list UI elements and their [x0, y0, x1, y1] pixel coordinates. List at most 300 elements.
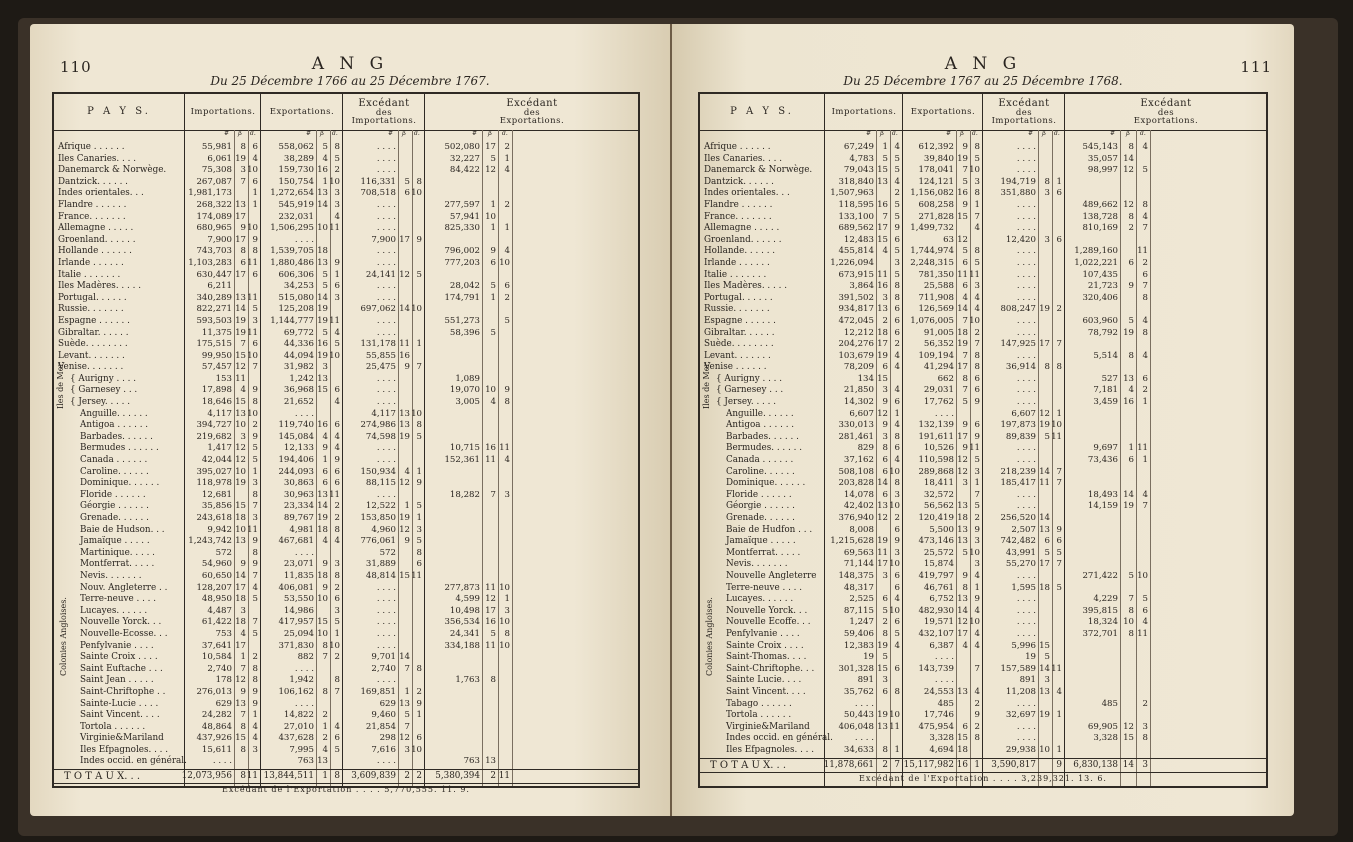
total-value: 6,830,138 — [1073, 759, 1118, 770]
cell-value: 1 — [1056, 744, 1062, 755]
cell-value: 19 — [235, 327, 246, 338]
cell-value: 9 — [974, 431, 980, 442]
cell-value: 7 — [1142, 223, 1148, 234]
cell-value: 298 — [379, 733, 396, 744]
country-name: Sainte-Lucie . . . . — [80, 698, 159, 709]
cell-value: 98,997 — [1087, 165, 1118, 176]
cell-value: 4 — [334, 327, 340, 338]
cell-value: 9 — [962, 142, 968, 152]
table-row — [700, 258, 1266, 270]
cell-value: 301,328 — [838, 663, 874, 674]
excess-footer: Excédant de l'Exportation . . . . 3,239,321. 13. 6. — [700, 772, 1266, 787]
cell-value: 4,960 — [371, 524, 396, 535]
cell-value: . . . . — [376, 246, 396, 257]
cell-value: 5,514 — [1093, 350, 1118, 361]
cell-value: 8 — [1142, 327, 1148, 338]
cell-value: 4 — [1142, 211, 1148, 222]
total-value: 12,073,956 — [181, 771, 232, 782]
cell-value: 24,553 — [923, 686, 954, 697]
cell-value: 14 — [957, 304, 968, 315]
cell-value: 763 — [463, 756, 480, 767]
cell-value: 3 — [334, 188, 340, 199]
cell-value: 455,814 — [838, 246, 874, 257]
cell-value: 10 — [889, 466, 900, 477]
cell-value: 48,317 — [843, 582, 874, 593]
cell-value: 10 — [235, 420, 246, 431]
table-row — [54, 710, 638, 722]
cell-value: 7 — [252, 617, 258, 628]
cell-value: 6 — [1056, 188, 1062, 199]
header-text: Excédant — [998, 97, 1050, 109]
cell-value: 482,930 — [918, 605, 954, 616]
page-number: 110 — [60, 58, 92, 76]
cell-value: 515,080 — [278, 292, 314, 303]
table-row — [700, 200, 1266, 212]
cell-value: 4 — [894, 640, 900, 651]
cell-value: 13 — [399, 420, 410, 431]
cell-value: 38,289 — [283, 153, 314, 164]
cell-value: 3 — [962, 478, 968, 489]
cell-value: . . . . — [934, 652, 954, 663]
cell-value: 4 — [322, 153, 328, 164]
total-row — [54, 769, 638, 783]
country-name: Nouvelle Yorck. . . — [80, 617, 162, 628]
table-row — [54, 536, 638, 548]
cell-value: 8 — [1128, 350, 1134, 361]
cell-value: 10 — [889, 559, 900, 570]
cell-value: . . . . — [294, 547, 314, 558]
cell-value: 10 — [247, 408, 258, 419]
country-name: Dominique. . . . . . — [726, 478, 806, 489]
cell-value: 796,002 — [444, 246, 480, 257]
cell-value: . . . . — [1016, 350, 1036, 361]
total-value: 3 — [1142, 759, 1148, 770]
cell-value: 14 — [235, 570, 246, 581]
cell-value: 32,227 — [449, 153, 480, 164]
cell-value: . . . . — [1016, 153, 1036, 164]
cell-value: 67,249 — [843, 142, 874, 152]
cell-value: 119,740 — [278, 420, 314, 431]
cell-value: 27,010 — [283, 721, 314, 732]
cell-value: 5 — [962, 246, 968, 257]
cell-value: 185,417 — [1000, 478, 1036, 489]
cell-value: 13 — [235, 292, 246, 303]
cell-value: 8 — [1142, 733, 1148, 744]
cell-value: 1 — [1056, 176, 1062, 187]
cell-value: 12 — [957, 617, 968, 628]
table-row — [700, 420, 1266, 432]
cell-value: 6 — [882, 686, 888, 697]
cell-value: 5 — [974, 257, 980, 268]
cell-value: 1,942 — [289, 675, 314, 686]
cell-value: 118,978 — [196, 478, 232, 489]
cell-value: . . . . — [1016, 142, 1036, 152]
cell-value: 281,461 — [838, 431, 874, 442]
cell-value: 5 — [334, 744, 340, 755]
table-row — [54, 362, 638, 374]
cell-value: 69,772 — [283, 327, 314, 338]
cell-value: 10 — [485, 211, 496, 222]
cell-value: 13 — [1039, 524, 1050, 535]
cell-value: 6 — [882, 594, 888, 605]
table-row — [700, 745, 1266, 757]
cell-value: 150,754 — [278, 176, 314, 187]
cell-value: 5 — [404, 176, 410, 187]
table-row — [700, 362, 1266, 374]
table-row — [54, 385, 638, 397]
cell-value: 8 — [1128, 605, 1134, 616]
cell-value: 4 — [894, 362, 900, 373]
cell-value: 34,633 — [843, 744, 874, 755]
cell-value: 18,411 — [923, 478, 954, 489]
cell-value: 1 — [490, 223, 496, 234]
table-row — [700, 699, 1266, 711]
cell-value: . . . . — [294, 663, 314, 674]
cell-value: 417,957 — [278, 617, 314, 628]
cell-value: 5 — [1142, 165, 1148, 176]
cell-value: 4 — [334, 431, 340, 442]
cell-value: 8 — [962, 582, 968, 593]
cell-value: 1 — [504, 223, 510, 234]
cell-value: 14 — [1123, 153, 1134, 164]
cell-value: 2 — [322, 733, 328, 744]
cell-value: 9 — [252, 385, 258, 396]
cell-value: 1 — [1056, 408, 1062, 419]
cell-value: 15 — [877, 663, 888, 674]
cell-value: 3 — [504, 605, 510, 616]
cell-value: 2,740 — [207, 663, 232, 674]
cell-value: 8 — [252, 663, 258, 674]
cell-value: 11 — [499, 443, 510, 454]
cell-value: 277,597 — [444, 199, 480, 210]
cell-value: 608,258 — [918, 199, 954, 210]
cell-value: 5 — [322, 281, 328, 292]
cell-value: 1,507,963 — [830, 188, 874, 199]
cell-value: 6 — [334, 733, 340, 744]
cell-value: 1 — [334, 269, 340, 280]
cell-value: 7,900 — [207, 234, 232, 245]
country-name: Baie de Hudson. . . — [80, 524, 165, 535]
cell-value: . . . . — [1016, 605, 1036, 616]
cell-value: 485 — [937, 698, 954, 709]
cell-value: . . . . — [376, 281, 396, 292]
cell-value: 697,062 — [360, 304, 396, 315]
cell-value: 3 — [334, 605, 340, 616]
cell-value: 1,744,974 — [910, 246, 954, 257]
cell-value: 340,289 — [196, 292, 232, 303]
cell-value: 829 — [857, 443, 874, 454]
cell-value: 5 — [894, 246, 900, 257]
country-name: Penfylvanie . . . . — [80, 640, 154, 651]
cell-value: 118,595 — [838, 199, 874, 210]
cell-value: . . . . — [1016, 223, 1036, 234]
cell-value: 9 — [974, 710, 980, 721]
cell-value: 8 — [974, 733, 980, 744]
cell-value: 8 — [1128, 628, 1134, 639]
cell-value: 17 — [1039, 339, 1050, 350]
cell-value: 8 — [1044, 176, 1050, 187]
country-name: Russie. . . . . . . — [58, 304, 124, 315]
cell-value: 1 — [252, 466, 258, 477]
table-row — [700, 223, 1266, 235]
cell-value: 2 — [334, 513, 340, 523]
cell-value: 19 — [1025, 652, 1036, 663]
cell-value: 5 — [882, 605, 888, 616]
cell-value: 36,914 — [1005, 362, 1036, 373]
cell-value: 31,889 — [365, 559, 396, 570]
cell-value: 1 — [240, 652, 246, 663]
cell-value: 10 — [247, 165, 258, 176]
country-name: Hollande. . . . . . — [704, 246, 776, 257]
cell-value: 8 — [334, 524, 340, 535]
cell-value: 125,208 — [278, 304, 314, 315]
total-value: 3,590,817 — [991, 759, 1036, 770]
country-name: Virginie&Mariland — [80, 733, 164, 744]
cell-value: 6 — [894, 524, 900, 535]
header-pays — [54, 94, 184, 130]
cell-value: 2 — [974, 327, 980, 338]
cell-value: 1 — [882, 142, 888, 152]
country-name: Dominique. . . . . . — [80, 478, 160, 489]
cell-value: . . . . — [376, 582, 396, 593]
table-row — [54, 687, 638, 699]
cell-value: 16 — [317, 420, 328, 431]
country-name: Sainte Lucie. . . . — [726, 675, 802, 686]
cell-value: 7 — [962, 385, 968, 396]
cell-value: 8 — [504, 397, 510, 408]
cell-value: 32,697 — [1005, 710, 1036, 721]
cell-value: 13 — [877, 501, 888, 512]
cell-value: 9 — [252, 234, 258, 245]
cell-value: 6 — [974, 420, 980, 431]
cell-value: 8 — [1128, 211, 1134, 222]
cell-value: 2,740 — [371, 663, 396, 674]
cell-value: 19 — [877, 536, 888, 547]
cell-value: 7 — [974, 663, 980, 674]
cell-value: 13 — [1039, 686, 1050, 697]
cell-value: 9 — [962, 199, 968, 210]
cell-value: 5 — [490, 153, 496, 164]
cell-value: 124,121 — [918, 176, 954, 187]
cell-value: 5 — [974, 501, 980, 512]
cell-value: 1,243,742 — [188, 536, 232, 547]
header-text: P A Y S. — [730, 106, 794, 117]
cell-value: 25,572 — [923, 547, 954, 558]
table-row — [700, 606, 1266, 618]
table-row — [700, 328, 1266, 340]
table-row — [54, 652, 638, 664]
table-row — [700, 154, 1266, 166]
header-text: des — [375, 107, 393, 118]
cell-value: 6 — [962, 281, 968, 292]
cell-value: 174,089 — [196, 211, 232, 222]
cell-value: 6 — [1142, 269, 1148, 280]
cell-value: 7 — [252, 501, 258, 512]
country-name: { Garnesey . . . — [70, 385, 138, 396]
unit-label: d. — [250, 130, 256, 137]
country-name: Lucayes. . . . . . — [726, 594, 794, 605]
cell-value: 4 — [240, 385, 246, 396]
cell-value: 606,306 — [278, 269, 314, 280]
table-row — [700, 675, 1266, 687]
total-value: 11 — [246, 771, 258, 782]
cell-value: 9 — [962, 570, 968, 581]
cell-value: 12,383 — [843, 640, 874, 651]
country-name: Gibraltar. . . . . . — [58, 327, 129, 338]
cell-value: 5 — [962, 547, 968, 558]
table-row — [700, 409, 1266, 421]
cell-value: 87,115 — [843, 605, 874, 616]
cell-value: 4 — [974, 292, 980, 303]
cell-value: 15 — [1039, 640, 1050, 651]
cell-value: 9 — [252, 536, 258, 547]
table-row — [54, 525, 638, 537]
table-row — [54, 258, 638, 270]
cell-value: 1 — [416, 466, 422, 477]
header-pays — [700, 94, 824, 130]
table-row — [700, 212, 1266, 224]
table-row — [54, 165, 638, 177]
cell-value: 18 — [957, 744, 968, 755]
cell-value: 88,115 — [365, 478, 396, 489]
cell-value: 882 — [297, 652, 314, 663]
cell-value: 12 — [485, 594, 496, 605]
cell-value: 6 — [894, 582, 900, 593]
cell-value: 2 — [504, 142, 510, 152]
cell-value: 6 — [894, 397, 900, 408]
cell-value: 5 — [1044, 431, 1050, 442]
cell-value: 1 — [404, 686, 410, 697]
cell-value: 17,762 — [923, 397, 954, 408]
cell-value: 8 — [882, 628, 888, 639]
cell-value: 9 — [240, 223, 246, 234]
unit-label: ß — [1042, 130, 1047, 137]
cell-value: 11,835 — [283, 570, 314, 581]
cell-value: 1,103,283 — [188, 257, 232, 268]
cell-value: 11 — [1137, 628, 1148, 639]
cell-value: . . . . — [1016, 165, 1036, 176]
cell-value: 48,864 — [201, 721, 232, 732]
cell-value: 1 — [252, 199, 258, 210]
cell-value: 14 — [1039, 513, 1050, 523]
cell-value: 9 — [894, 536, 900, 547]
cell-value: 4,117 — [207, 408, 232, 419]
cell-value: 8 — [882, 744, 888, 755]
cell-value: 2 — [334, 652, 340, 663]
cell-value: 1 — [252, 710, 258, 721]
cell-value: 23,071 — [283, 559, 314, 570]
cell-value: 99,950 — [201, 350, 232, 361]
cell-value: 24,141 — [365, 269, 396, 280]
cell-value: 11 — [247, 292, 258, 303]
cell-value: 1 — [894, 408, 900, 419]
cell-value: 508,108 — [838, 466, 874, 477]
cell-value: 13 — [957, 686, 968, 697]
cell-value: 9 — [1056, 524, 1062, 535]
cell-value: 14 — [1123, 489, 1134, 500]
table-row — [700, 559, 1266, 571]
cell-value: 256,520 — [1000, 513, 1036, 523]
cell-value: 10 — [485, 385, 496, 396]
country-name: Canada . . . . . . — [726, 455, 794, 466]
country-name: Sainte Croix . . . . — [80, 652, 158, 663]
cell-value: 6 — [882, 489, 888, 500]
cell-value: . . . . — [1016, 594, 1036, 605]
cell-value: 475,954 — [918, 721, 954, 732]
cell-value: 1,226,094 — [830, 257, 874, 268]
cell-value: 17 — [235, 582, 246, 593]
cell-value: 63 — [943, 234, 954, 245]
cell-value: 3 — [974, 281, 980, 292]
country-name: Suède. . . . . . . . — [58, 339, 128, 350]
header-text: des — [523, 107, 541, 118]
cell-value: 5 — [416, 431, 422, 442]
table-row — [700, 664, 1266, 676]
total-value: 8 — [240, 771, 246, 782]
cell-value: 15 — [877, 234, 888, 245]
cell-value: 10 — [889, 710, 900, 721]
table-row — [700, 304, 1266, 316]
cell-value: . . . . — [212, 756, 232, 767]
cell-value: 11 — [411, 570, 422, 581]
cell-value: 28,042 — [449, 281, 480, 292]
cell-value: 8 — [974, 188, 980, 199]
cell-value: 330,013 — [838, 420, 874, 431]
cell-value: . . . . — [934, 408, 954, 419]
trade-table — [698, 92, 1268, 788]
cell-value: 18,493 — [1087, 489, 1118, 500]
table-row — [54, 397, 638, 409]
cell-value: 14 — [399, 652, 410, 663]
cell-value: 12 — [485, 165, 496, 176]
cell-value: 12 — [1123, 721, 1134, 732]
cell-value: 8 — [240, 721, 246, 732]
cell-value: 110,598 — [918, 455, 954, 466]
cell-value: 1 — [974, 582, 980, 593]
country-name: { Jersey. . . . . — [70, 397, 131, 408]
cell-value: 5 — [1044, 652, 1050, 663]
cell-value: 7,995 — [289, 744, 314, 755]
cell-value: 934,817 — [838, 304, 874, 315]
cell-value: 9 — [882, 397, 888, 408]
table-row — [700, 652, 1266, 664]
cell-value: 12 — [1123, 165, 1134, 176]
cell-value: 4,694 — [929, 744, 954, 755]
header-text: Exportations. — [910, 106, 976, 117]
cell-value: 9,701 — [371, 652, 396, 663]
country-name: Jamaïque . . . . . — [726, 536, 796, 547]
cell-value: 147,925 — [1000, 339, 1036, 350]
table-row — [54, 594, 638, 606]
country-name: Martinique. . . . . — [80, 547, 155, 558]
cell-value: 9 — [252, 686, 258, 697]
country-name: Canada . . . . . . — [80, 455, 148, 466]
cell-value: 6 — [882, 362, 888, 373]
cell-value: 485 — [1101, 698, 1118, 709]
cell-value: 5 — [334, 339, 340, 350]
country-name: Géorgie . . . . . . — [726, 501, 795, 512]
cell-value: 71,144 — [843, 559, 874, 570]
cell-value: 1 — [974, 478, 980, 489]
cell-value: 25,588 — [923, 281, 954, 292]
cell-value: 3 — [240, 431, 246, 442]
country-name: { Garnesey . . . — [716, 385, 784, 396]
cell-value: 56,352 — [923, 339, 954, 350]
cell-value: 6 — [894, 617, 900, 628]
cell-value: 11 — [889, 721, 900, 732]
cell-value: 3 — [974, 536, 980, 547]
country-name: Danemarck & Norwège. — [704, 165, 813, 176]
